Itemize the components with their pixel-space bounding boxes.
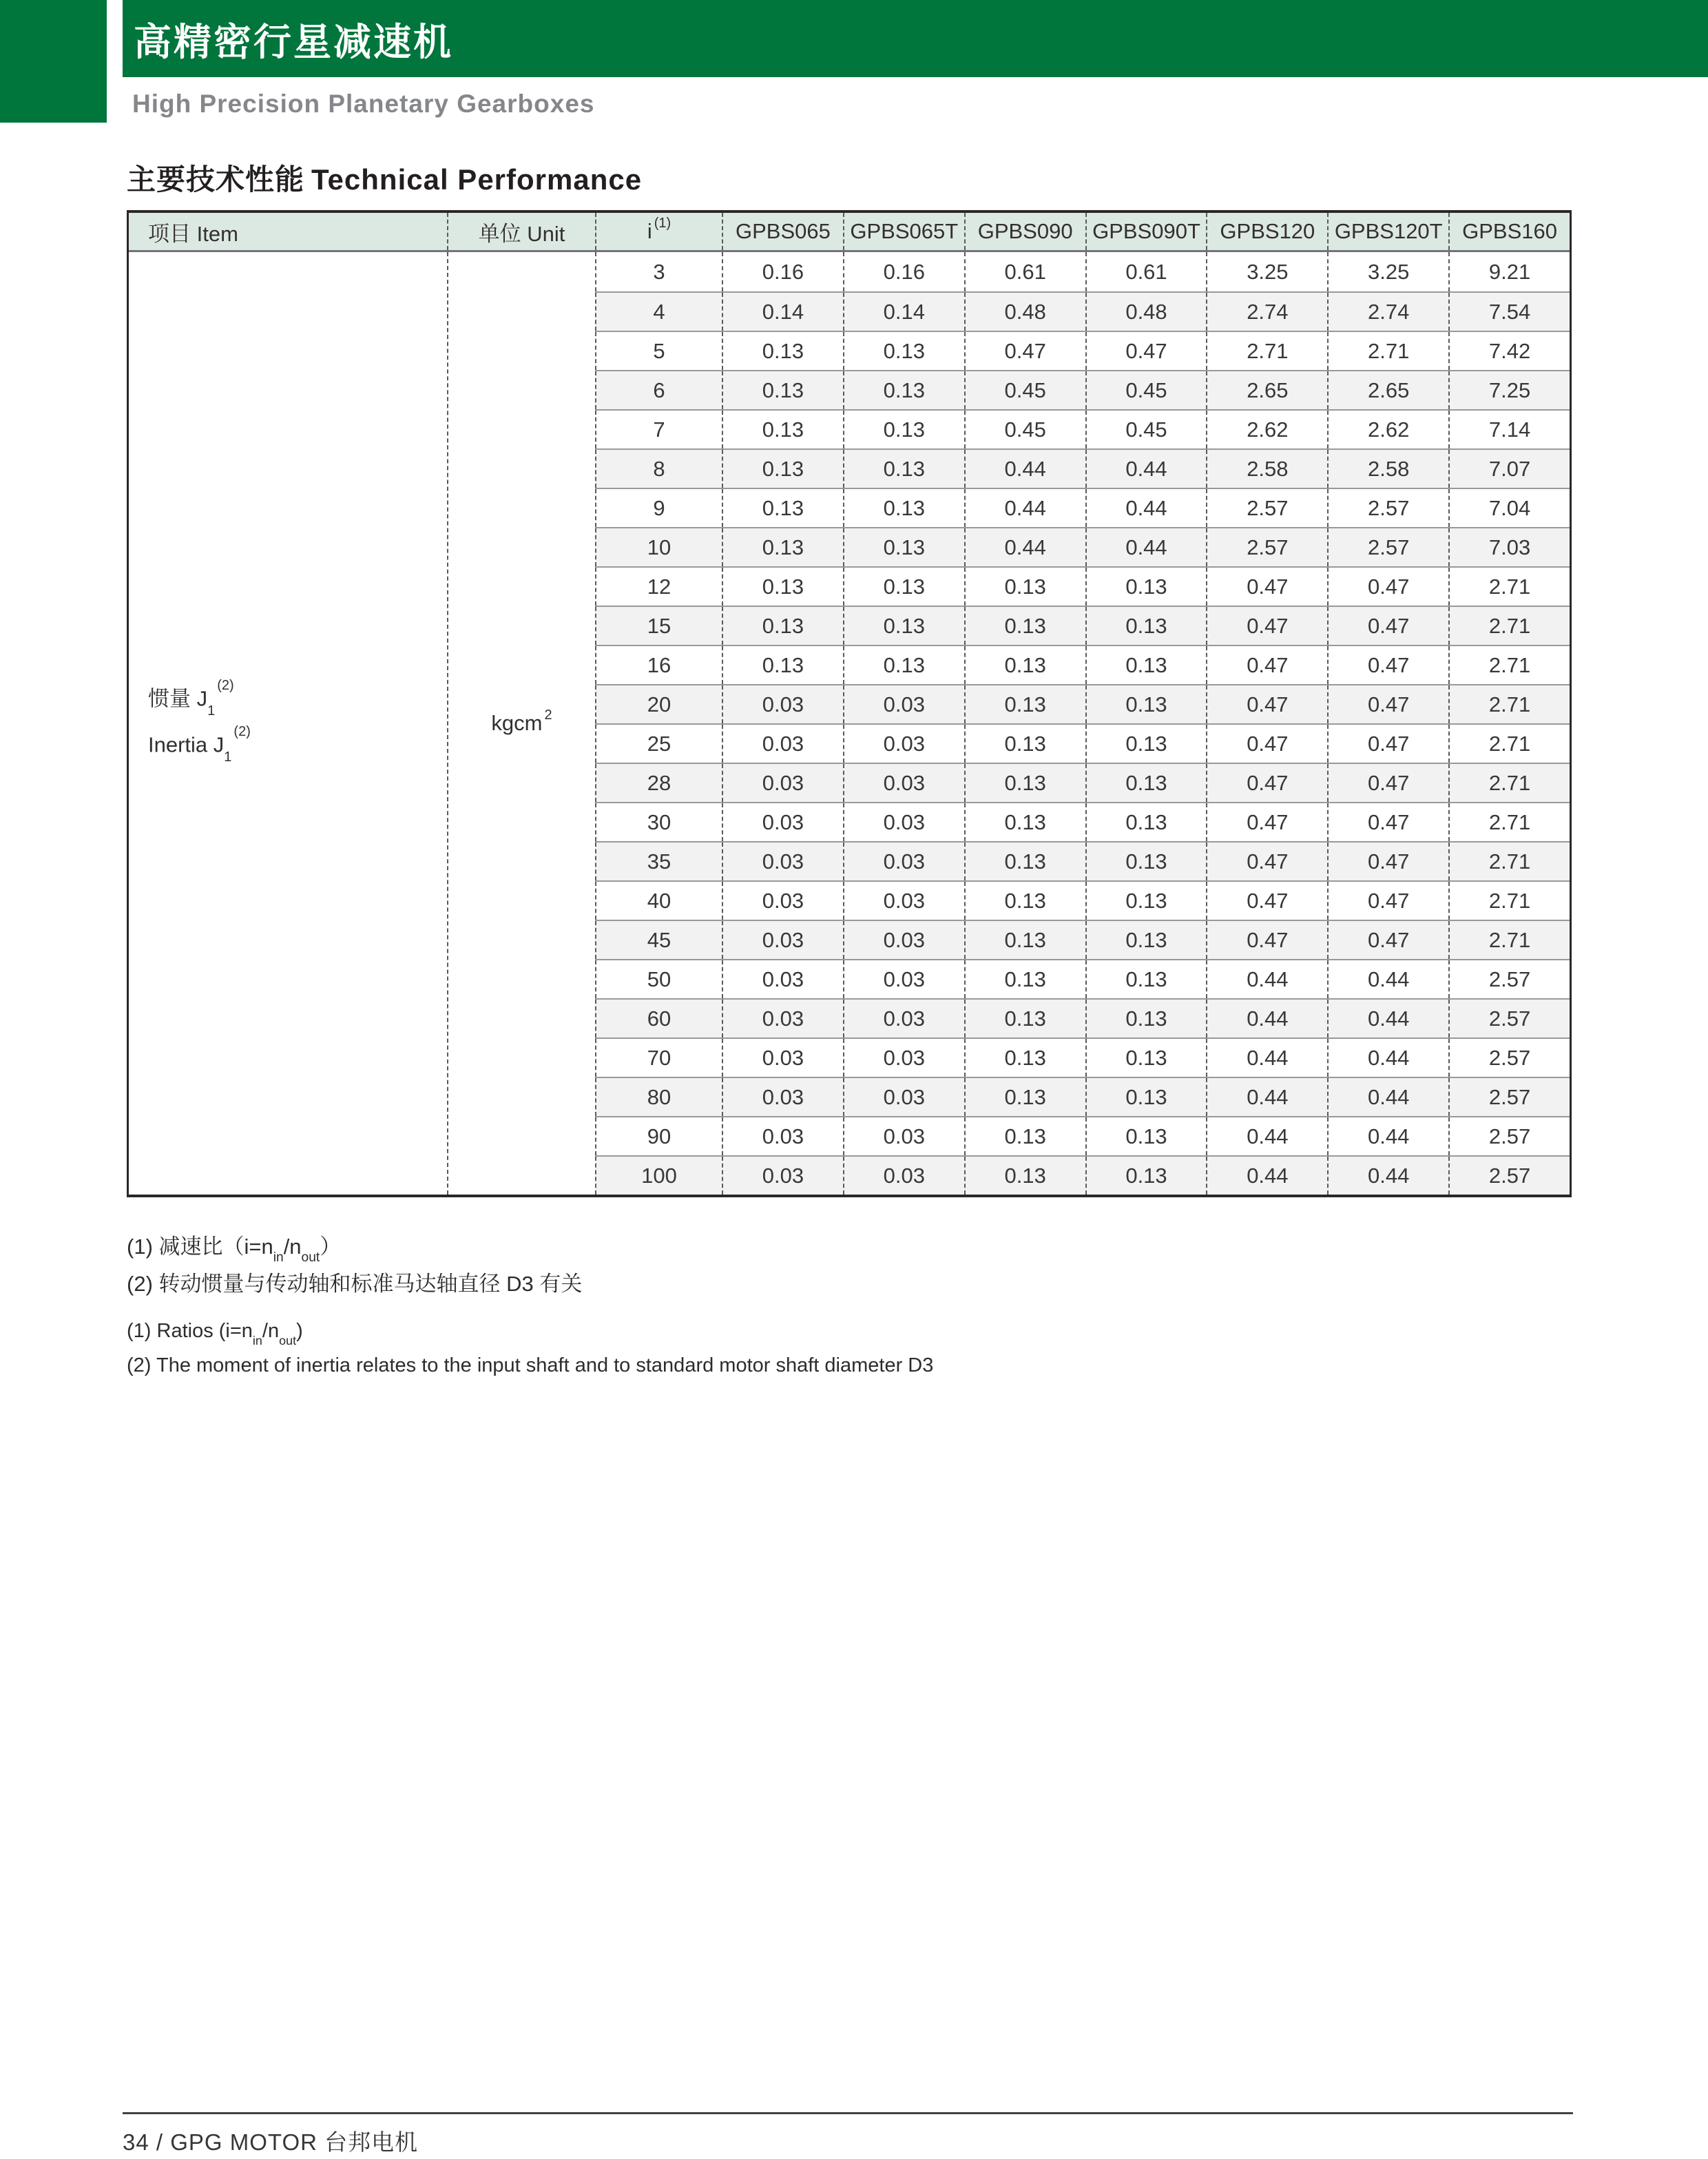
value-cell: 2.57 bbox=[1448, 1039, 1570, 1077]
technical-performance-table bbox=[127, 210, 1572, 1197]
unit-superscript: 2 bbox=[544, 707, 552, 723]
value-cell: 0.44 bbox=[964, 450, 1085, 488]
value-cell: 0.13 bbox=[964, 685, 1085, 723]
value-cell: 0.13 bbox=[722, 450, 843, 488]
value-cell: 0.03 bbox=[843, 725, 964, 763]
table-row bbox=[595, 920, 1570, 959]
value-cell: 0.47 bbox=[1327, 607, 1448, 645]
header-model: GPBS090 bbox=[964, 213, 1085, 250]
value-cell: 0.03 bbox=[722, 764, 843, 802]
value-cell: 0.03 bbox=[722, 960, 843, 998]
value-cell: 0.03 bbox=[722, 1039, 843, 1077]
value-cell: 2.71 bbox=[1327, 332, 1448, 370]
item-label-cn-sup: (2) bbox=[217, 678, 234, 694]
value-cell: 0.48 bbox=[964, 293, 1085, 331]
value-cell: 0.03 bbox=[722, 685, 843, 723]
table-row bbox=[595, 448, 1570, 488]
table-header-row bbox=[129, 213, 1570, 252]
value-cell: 2.57 bbox=[1327, 528, 1448, 566]
footnote-ratio-cn-pre: (1) 减速比（i=n bbox=[127, 1235, 273, 1259]
table-row bbox=[595, 1155, 1570, 1195]
table-row bbox=[595, 488, 1570, 527]
item-label-en-base: Inertia J bbox=[148, 732, 225, 757]
item-label-en-sup: (2) bbox=[233, 724, 251, 739]
value-cell: 2.71 bbox=[1448, 882, 1570, 920]
footnote-ratio-en-pre: (1) Ratios (i=n bbox=[127, 1320, 253, 1342]
header-ratio-symbol: i bbox=[647, 219, 652, 243]
value-cell: 0.13 bbox=[964, 803, 1085, 841]
table-row bbox=[595, 998, 1570, 1037]
ratio-cell: 45 bbox=[595, 921, 722, 959]
value-cell: 0.13 bbox=[843, 646, 964, 684]
value-cell: 0.03 bbox=[843, 764, 964, 802]
table-row bbox=[595, 841, 1570, 880]
table-row bbox=[595, 723, 1570, 763]
value-cell: 0.13 bbox=[1085, 843, 1207, 880]
value-cell: 0.13 bbox=[1085, 1078, 1207, 1116]
footnote-ratio-en bbox=[127, 1320, 303, 1345]
value-cell: 2.57 bbox=[1448, 960, 1570, 998]
value-cell: 0.13 bbox=[843, 568, 964, 606]
value-cell: 0.03 bbox=[843, 1039, 964, 1077]
value-cell: 0.44 bbox=[964, 528, 1085, 566]
header-model: GPBS090T bbox=[1085, 213, 1207, 250]
value-cell: 3.25 bbox=[1206, 252, 1327, 291]
header-model: GPBS065T bbox=[843, 213, 964, 250]
value-cell: 2.58 bbox=[1327, 450, 1448, 488]
footnote-ratio-cn-mid: /n bbox=[283, 1235, 302, 1259]
page-footer: 34 / GPG MOTOR 台邦电机 bbox=[123, 2129, 419, 2155]
value-cell: 0.13 bbox=[1085, 568, 1207, 606]
header-model: GPBS160 bbox=[1448, 213, 1570, 250]
value-cell: 0.44 bbox=[1206, 1000, 1327, 1037]
value-cell: 7.42 bbox=[1448, 332, 1570, 370]
table-row bbox=[595, 370, 1570, 409]
value-cell: 0.03 bbox=[843, 803, 964, 841]
value-cell: 0.13 bbox=[1085, 725, 1207, 763]
value-cell: 0.13 bbox=[843, 489, 964, 527]
value-cell: 0.14 bbox=[722, 293, 843, 331]
value-cell: 2.71 bbox=[1448, 607, 1570, 645]
ratio-cell: 28 bbox=[595, 764, 722, 802]
value-cell: 0.44 bbox=[1327, 1078, 1448, 1116]
footnote-inertia-cn: (2) 转动惯量与传动轴和标准马达轴直径 D3 有关 bbox=[127, 1272, 583, 1296]
table-body bbox=[129, 252, 1570, 1195]
value-cell: 0.13 bbox=[1085, 1000, 1207, 1037]
value-cell: 0.13 bbox=[1085, 882, 1207, 920]
value-cell: 2.62 bbox=[1206, 411, 1327, 448]
table-row bbox=[595, 684, 1570, 723]
value-cell: 0.61 bbox=[964, 252, 1085, 291]
value-cell: 0.47 bbox=[1327, 725, 1448, 763]
ratio-cell: 6 bbox=[595, 371, 722, 409]
value-cell: 0.03 bbox=[722, 803, 843, 841]
value-cell: 0.47 bbox=[1206, 764, 1327, 802]
value-cell: 0.47 bbox=[1327, 646, 1448, 684]
value-cell: 7.03 bbox=[1448, 528, 1570, 566]
ratio-cell: 40 bbox=[595, 882, 722, 920]
value-cell: 2.57 bbox=[1448, 1157, 1570, 1195]
ratio-cell: 9 bbox=[595, 489, 722, 527]
value-cell: 0.47 bbox=[1206, 803, 1327, 841]
value-cell: 0.13 bbox=[964, 1078, 1085, 1116]
header-model: GPBS120T bbox=[1327, 213, 1448, 250]
table-row bbox=[595, 409, 1570, 448]
header-ratio-superscript: (1) bbox=[654, 215, 671, 231]
value-cell: 0.47 bbox=[1327, 882, 1448, 920]
value-cell: 0.13 bbox=[964, 1157, 1085, 1195]
value-cell: 0.47 bbox=[1327, 764, 1448, 802]
ratio-cell: 70 bbox=[595, 1039, 722, 1077]
value-cell: 0.03 bbox=[843, 921, 964, 959]
value-cell: 0.03 bbox=[843, 1000, 964, 1037]
footnote-ratio-cn-sub1: in bbox=[273, 1250, 284, 1266]
value-cell: 0.03 bbox=[843, 882, 964, 920]
value-cell: 0.13 bbox=[964, 843, 1085, 880]
value-cell: 0.13 bbox=[843, 371, 964, 409]
header-left-accent bbox=[0, 0, 107, 123]
value-cell: 0.13 bbox=[843, 332, 964, 370]
value-cell: 0.03 bbox=[722, 1117, 843, 1155]
ratio-cell: 12 bbox=[595, 568, 722, 606]
value-cell: 0.13 bbox=[1085, 646, 1207, 684]
value-cell: 7.25 bbox=[1448, 371, 1570, 409]
ratio-cell: 4 bbox=[595, 293, 722, 331]
value-cell: 0.13 bbox=[1085, 764, 1207, 802]
value-cell: 0.13 bbox=[722, 646, 843, 684]
value-cell: 0.47 bbox=[1327, 921, 1448, 959]
value-cell: 0.47 bbox=[1206, 568, 1327, 606]
value-cell: 2.57 bbox=[1448, 1000, 1570, 1037]
section-title bbox=[127, 157, 642, 198]
value-cell: 0.44 bbox=[1085, 450, 1207, 488]
value-cell: 7.07 bbox=[1448, 450, 1570, 488]
value-cell: 0.13 bbox=[1085, 803, 1207, 841]
value-cell: 2.58 bbox=[1206, 450, 1327, 488]
value-cell: 0.47 bbox=[1327, 803, 1448, 841]
value-cell: 0.13 bbox=[722, 411, 843, 448]
value-cell: 0.13 bbox=[1085, 1117, 1207, 1155]
ratio-cell: 20 bbox=[595, 685, 722, 723]
value-cell: 0.47 bbox=[1206, 843, 1327, 880]
value-cell: 0.13 bbox=[722, 489, 843, 527]
value-cell: 2.65 bbox=[1327, 371, 1448, 409]
unit-cell bbox=[447, 252, 595, 1195]
value-cell: 0.03 bbox=[843, 1157, 964, 1195]
value-cell: 0.13 bbox=[1085, 685, 1207, 723]
header-model: GPBS120 bbox=[1206, 213, 1327, 250]
table-row bbox=[595, 1077, 1570, 1116]
value-cell: 0.13 bbox=[1085, 960, 1207, 998]
item-label-en-sub: 1 bbox=[224, 749, 232, 765]
value-cell: 0.13 bbox=[722, 607, 843, 645]
footnote-ratio-en-mid: /n bbox=[262, 1320, 280, 1342]
value-cell: 0.16 bbox=[722, 252, 843, 291]
ratio-cell: 60 bbox=[595, 1000, 722, 1037]
value-cell: 2.71 bbox=[1448, 685, 1570, 723]
value-cell: 0.45 bbox=[964, 371, 1085, 409]
value-cell: 0.13 bbox=[722, 568, 843, 606]
ratio-cell: 90 bbox=[595, 1117, 722, 1155]
value-cell: 0.47 bbox=[1206, 607, 1327, 645]
value-cell: 2.57 bbox=[1327, 489, 1448, 527]
ratio-cell: 10 bbox=[595, 528, 722, 566]
value-cell: 0.13 bbox=[1085, 921, 1207, 959]
table-row bbox=[595, 606, 1570, 645]
value-cell: 0.13 bbox=[1085, 1039, 1207, 1077]
table-row bbox=[595, 252, 1570, 291]
footnote-ratio-en-sub1: in bbox=[252, 1333, 262, 1347]
footnote-ratio-cn-post: ） bbox=[320, 1235, 342, 1259]
value-cell: 0.47 bbox=[1206, 685, 1327, 723]
page-subtitle-en: High Precision Planetary Gearboxes bbox=[132, 90, 595, 118]
value-cell: 0.16 bbox=[843, 252, 964, 291]
value-cell: 0.03 bbox=[843, 685, 964, 723]
value-cell: 9.21 bbox=[1448, 252, 1570, 291]
table-row bbox=[595, 880, 1570, 920]
table-row bbox=[595, 331, 1570, 370]
item-label-cn bbox=[148, 677, 447, 723]
value-cell: 0.03 bbox=[722, 725, 843, 763]
value-cell: 0.44 bbox=[1327, 1000, 1448, 1037]
page-header bbox=[123, 0, 1708, 77]
table-row bbox=[595, 527, 1570, 566]
table-row bbox=[595, 645, 1570, 684]
value-cell: 0.44 bbox=[1085, 489, 1207, 527]
value-cell: 0.45 bbox=[1085, 371, 1207, 409]
value-cell: 0.13 bbox=[964, 960, 1085, 998]
table-row bbox=[595, 763, 1570, 802]
ratio-cell: 30 bbox=[595, 803, 722, 841]
value-cell: 0.03 bbox=[843, 843, 964, 880]
section-title-cn: 主要技术性能 bbox=[127, 163, 305, 196]
value-cell: 2.71 bbox=[1206, 332, 1327, 370]
value-cell: 2.71 bbox=[1448, 921, 1570, 959]
value-cell: 0.13 bbox=[722, 332, 843, 370]
value-cell: 0.03 bbox=[722, 1000, 843, 1037]
value-cell: 0.13 bbox=[722, 371, 843, 409]
footer-divider bbox=[123, 2112, 1573, 2114]
value-cell: 0.44 bbox=[964, 489, 1085, 527]
value-cell: 0.03 bbox=[722, 921, 843, 959]
value-cell: 0.44 bbox=[1327, 960, 1448, 998]
value-cell: 0.48 bbox=[1085, 293, 1207, 331]
ratio-cell: 100 bbox=[595, 1157, 722, 1195]
value-cell: 0.44 bbox=[1206, 960, 1327, 998]
value-cell: 0.13 bbox=[1085, 607, 1207, 645]
value-cell: 2.57 bbox=[1448, 1078, 1570, 1116]
section-title-en: Technical Performance bbox=[311, 163, 643, 196]
table-row bbox=[595, 1116, 1570, 1155]
ratio-cell: 25 bbox=[595, 725, 722, 763]
value-cell: 0.03 bbox=[722, 882, 843, 920]
value-cell: 0.47 bbox=[1085, 332, 1207, 370]
value-cell: 0.13 bbox=[964, 568, 1085, 606]
value-cell: 2.71 bbox=[1448, 568, 1570, 606]
value-cell: 2.71 bbox=[1448, 764, 1570, 802]
value-cell: 2.71 bbox=[1448, 725, 1570, 763]
ratio-cell: 7 bbox=[595, 411, 722, 448]
item-label-cn-base: 惯量 J bbox=[148, 686, 208, 711]
value-cell: 0.44 bbox=[1085, 528, 1207, 566]
table-row bbox=[595, 959, 1570, 998]
header-ratio bbox=[595, 213, 722, 250]
value-cell: 0.47 bbox=[1206, 921, 1327, 959]
header-unit: 单位 Unit bbox=[447, 213, 595, 250]
value-cell: 7.14 bbox=[1448, 411, 1570, 448]
ratio-cell: 15 bbox=[595, 607, 722, 645]
value-cell: 2.65 bbox=[1206, 371, 1327, 409]
value-cell: 0.03 bbox=[843, 960, 964, 998]
value-cell: 0.44 bbox=[1206, 1157, 1327, 1195]
value-cell: 2.71 bbox=[1448, 803, 1570, 841]
ratio-cell: 5 bbox=[595, 332, 722, 370]
value-cell: 0.47 bbox=[1327, 843, 1448, 880]
value-cell: 7.54 bbox=[1448, 293, 1570, 331]
ratio-cell: 50 bbox=[595, 960, 722, 998]
value-cell: 0.44 bbox=[1327, 1157, 1448, 1195]
ratio-cell: 80 bbox=[595, 1078, 722, 1116]
item-cell bbox=[129, 252, 447, 1195]
value-cell: 2.71 bbox=[1448, 646, 1570, 684]
value-cell: 0.45 bbox=[964, 411, 1085, 448]
value-cell: 7.04 bbox=[1448, 489, 1570, 527]
ratio-cell: 8 bbox=[595, 450, 722, 488]
value-cell: 0.13 bbox=[1085, 1157, 1207, 1195]
value-cell: 0.47 bbox=[1327, 568, 1448, 606]
header-item: 项目 Item bbox=[148, 221, 238, 246]
unit-label: kgcm bbox=[491, 711, 543, 735]
value-cell: 0.45 bbox=[1085, 411, 1207, 448]
value-cell: 0.13 bbox=[964, 1039, 1085, 1077]
value-cell: 0.13 bbox=[964, 1000, 1085, 1037]
footnote-ratio-cn-sub2: out bbox=[301, 1250, 320, 1266]
table-row bbox=[595, 291, 1570, 331]
table-row bbox=[595, 1037, 1570, 1077]
value-cell: 0.03 bbox=[722, 1078, 843, 1116]
value-cell: 0.13 bbox=[964, 607, 1085, 645]
value-cell: 0.44 bbox=[1206, 1039, 1327, 1077]
table-row bbox=[595, 802, 1570, 841]
value-cell: 2.71 bbox=[1448, 843, 1570, 880]
ratio-rows bbox=[595, 252, 1570, 1195]
value-cell: 3.25 bbox=[1327, 252, 1448, 291]
value-cell: 0.13 bbox=[843, 450, 964, 488]
footnote-ratio-en-post: ) bbox=[296, 1320, 303, 1342]
value-cell: 0.13 bbox=[964, 1117, 1085, 1155]
item-label-en bbox=[148, 723, 447, 769]
value-cell: 0.61 bbox=[1085, 252, 1207, 291]
value-cell: 0.47 bbox=[1206, 646, 1327, 684]
value-cell: 0.44 bbox=[1206, 1078, 1327, 1116]
footnote-inertia-en: (2) The moment of inertia relates to the input shaft and to standard motor shaft diameter D3 bbox=[127, 1354, 934, 1376]
header-model: GPBS065 bbox=[722, 213, 843, 250]
value-cell: 2.57 bbox=[1448, 1117, 1570, 1155]
value-cell: 0.47 bbox=[1327, 685, 1448, 723]
footnote-ratio-cn bbox=[127, 1229, 342, 1266]
value-cell: 0.13 bbox=[964, 921, 1085, 959]
value-cell: 0.13 bbox=[964, 725, 1085, 763]
value-cell: 0.13 bbox=[843, 528, 964, 566]
footnote-ratio-en-sub2: out bbox=[279, 1333, 297, 1347]
value-cell: 0.13 bbox=[843, 411, 964, 448]
value-cell: 2.74 bbox=[1206, 293, 1327, 331]
value-cell: 0.44 bbox=[1206, 1117, 1327, 1155]
item-label-cn-sub: 1 bbox=[207, 703, 216, 719]
value-cell: 0.03 bbox=[843, 1117, 964, 1155]
value-cell: 2.57 bbox=[1206, 528, 1327, 566]
value-cell: 0.44 bbox=[1327, 1117, 1448, 1155]
value-cell: 0.44 bbox=[1327, 1039, 1448, 1077]
value-cell: 0.13 bbox=[964, 764, 1085, 802]
value-cell: 0.47 bbox=[964, 332, 1085, 370]
table-row bbox=[595, 566, 1570, 606]
value-cell: 2.62 bbox=[1327, 411, 1448, 448]
page-title-cn: 高精密行星减速机 bbox=[134, 20, 454, 63]
ratio-cell: 35 bbox=[595, 843, 722, 880]
value-cell: 0.47 bbox=[1206, 882, 1327, 920]
value-cell: 0.47 bbox=[1206, 725, 1327, 763]
value-cell: 0.03 bbox=[722, 1157, 843, 1195]
value-cell: 0.13 bbox=[722, 528, 843, 566]
ratio-cell: 16 bbox=[595, 646, 722, 684]
value-cell: 0.13 bbox=[964, 646, 1085, 684]
value-cell: 0.14 bbox=[843, 293, 964, 331]
value-cell: 0.03 bbox=[843, 1078, 964, 1116]
value-cell: 2.57 bbox=[1206, 489, 1327, 527]
ratio-cell: 3 bbox=[595, 252, 722, 291]
value-cell: 2.74 bbox=[1327, 293, 1448, 331]
value-cell: 0.13 bbox=[843, 607, 964, 645]
value-cell: 0.13 bbox=[964, 882, 1085, 920]
value-cell: 0.03 bbox=[722, 843, 843, 880]
